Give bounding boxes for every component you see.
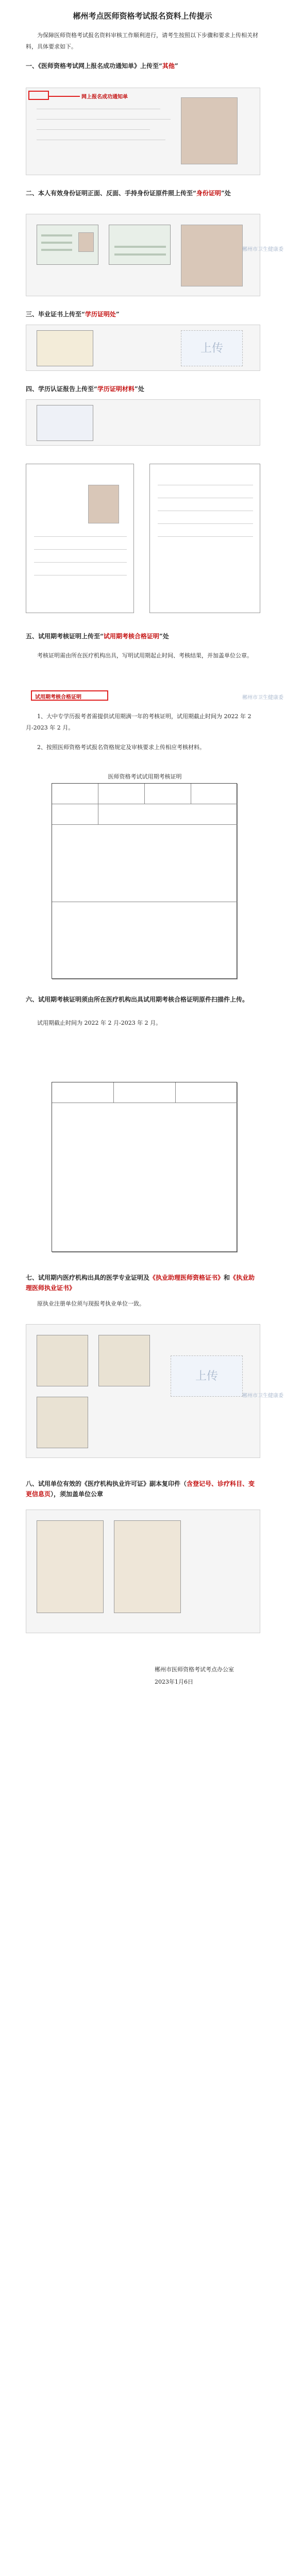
section5-body1: 考核证明需由所在医疗机构出具，写明试用期起止时间、考核结果，并加盖单位公章。 xyxy=(37,652,253,659)
id-card-front xyxy=(37,225,98,265)
section8-screenshot xyxy=(26,1510,260,1633)
section7-heading-highlight: 《执业助理医师资格证书》 xyxy=(149,1274,224,1281)
section3-heading-prefix: 三、毕业证书上传至“ xyxy=(26,311,85,318)
section5-heading-prefix: 五、试用期考核证明上传至“ xyxy=(26,633,104,640)
section2-heading-prefix: 二、本人有效身份证明正面、反面、手持身份证原件照上传至“ xyxy=(26,190,196,197)
section4-heading xyxy=(26,384,260,394)
id-card-back xyxy=(109,225,171,265)
section1-callout: 网上报名成功通知单 xyxy=(81,94,128,100)
section7-heading-highlight2: 《执业助理医师执业证书》 xyxy=(26,1274,255,1292)
section1-heading-suffix: ” xyxy=(174,62,178,70)
section5-heading-highlight: 试用期考核合格证明 xyxy=(103,633,159,640)
probation-certificate-table-2 xyxy=(52,1082,237,1252)
section8-heading-suffix: ），须加盖单位公章 xyxy=(51,1490,104,1498)
section7-heading-prefix: 七、试用期内医疗机构出具的医学专业证明及 xyxy=(26,1274,150,1281)
section1-arrow xyxy=(49,96,80,97)
watermark-text: 郴州市卫生健康委 xyxy=(242,695,283,701)
section5-heading-suffix: ”处 xyxy=(159,633,169,640)
section6-body: 试用期截止时间为 2022 年 2 月-2023 年 2 月。 xyxy=(37,1020,162,1026)
section3-screenshot xyxy=(26,325,260,371)
section1-highlight-box xyxy=(28,91,49,100)
section7-heading-mid: 和 xyxy=(224,1274,230,1281)
section1-heading-prefix: 一、《医师资格考试网上报名成功通知单》上传至“ xyxy=(26,62,162,70)
section7-screenshot xyxy=(26,1324,260,1458)
section8-heading-prefix: 八、试用单位有效的《医疗机构执业许可证》副本复印件（ xyxy=(26,1480,187,1487)
document-scan-right xyxy=(149,464,260,613)
section4-heading-prefix: 四、学历认证报告上传至“ xyxy=(26,385,97,393)
upload-placeholder[interactable]: 上传 xyxy=(171,1355,243,1397)
section2-screenshot xyxy=(26,214,260,296)
table-title: 医师资格考试试用期考核证明 xyxy=(108,773,182,780)
section7-body: 原执业注册单位须与现报考执业单位一致。 xyxy=(37,1300,145,1307)
probation-certificate-table xyxy=(52,773,237,979)
section5-heading xyxy=(26,631,260,641)
section5-body2: 1、大中专学历报考者需提供试用期满一年的考核证明，试用期截止时间为 2022 年 2 月-2023 年 2 月。 xyxy=(26,713,252,731)
section1-heading-highlight: 其他 xyxy=(162,62,175,70)
section1-heading xyxy=(26,61,260,71)
section2-heading-suffix: ”处 xyxy=(221,190,231,197)
handheld-id-photo xyxy=(181,225,243,286)
section4-heading-highlight: 学历证明材料 xyxy=(97,385,135,393)
section3-heading-highlight: 学历证明处 xyxy=(85,311,116,318)
section2-heading xyxy=(26,188,260,198)
watermark-text: 郴州市卫生健康委 xyxy=(242,247,283,252)
upload-placeholder[interactable]: 上传 xyxy=(181,330,243,366)
intro-paragraph: 为保障医师资格考试报名资料审核工作顺利进行，请考生按照以下步骤和要求上传相关材料，具体要求如下。 xyxy=(26,32,258,50)
section2-heading-highlight: 身份证明 xyxy=(196,190,221,197)
section3-heading-suffix: ” xyxy=(115,311,120,318)
section1-screenshot xyxy=(26,88,260,175)
applicant-photo xyxy=(181,97,238,164)
diploma-thumbnail xyxy=(37,330,93,366)
section4-heading-suffix: ”处 xyxy=(134,385,144,393)
section8-heading-highlight: 含登记号、诊疗科目、变更信息页 xyxy=(26,1480,255,1498)
page-title: 郴州考点医师资格考试报名资料上传提示 xyxy=(73,11,212,21)
footer-date: 2023年1月6日 xyxy=(155,1679,193,1685)
section3-heading xyxy=(26,309,260,319)
footer-org: 郴州市医师资格考试考点办公室 xyxy=(155,1666,234,1673)
watermark-text: 郴州市卫生健康委 xyxy=(242,1393,283,1399)
section5-body3: 2、按照医师资格考试报名资格规定及审核要求上传相应考核材料。 xyxy=(37,744,205,751)
section5-callout: 试用期考核合格证明 xyxy=(35,694,81,700)
section7-heading xyxy=(26,1273,260,1293)
degree-report-thumbnail xyxy=(37,405,93,441)
section6-heading: 六、试用期考核证明须由所在医疗机构出具试用期考核合格证明原件扫描件上传。 xyxy=(26,996,249,1003)
section4-screenshot xyxy=(26,399,260,446)
document-scan-left xyxy=(26,464,134,613)
section8-heading xyxy=(26,1479,260,1499)
